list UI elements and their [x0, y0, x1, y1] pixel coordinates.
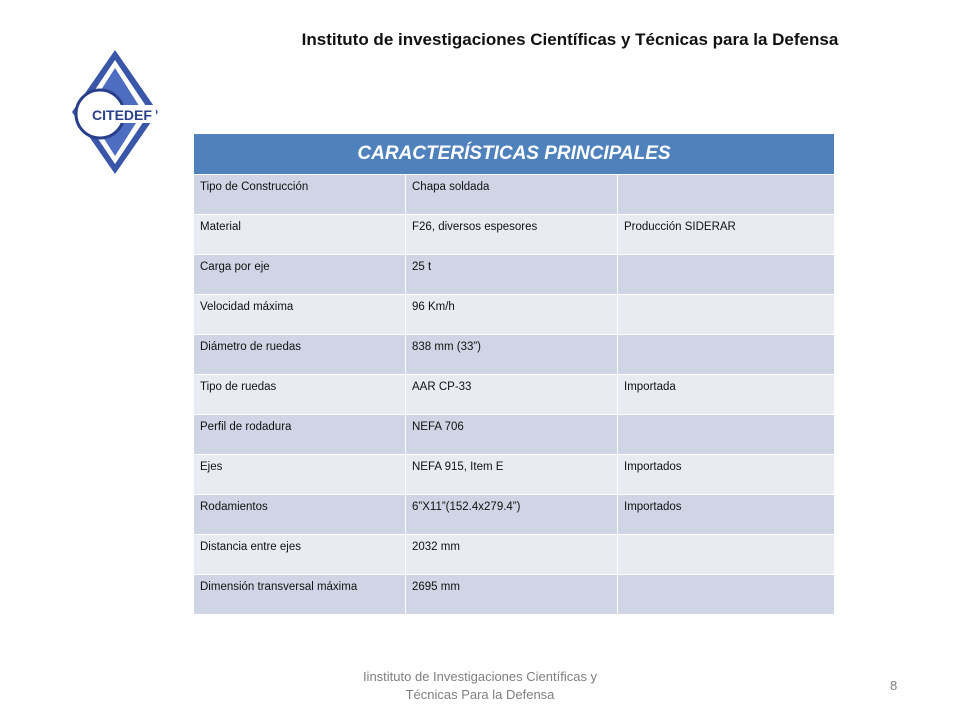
table-row	[194, 294, 834, 334]
table-cell: Chapa soldada	[406, 175, 618, 214]
table-cell	[618, 295, 834, 334]
table-cell: 25 t	[406, 255, 618, 294]
page-title: Instituto de investigaciones Científicas y Técnicas para la Defensa	[301, 30, 839, 49]
table-row	[194, 254, 834, 294]
citedef-logo	[70, 48, 160, 176]
footer-line-2: Técnicas Para la Defensa	[405, 687, 555, 702]
page-number: 8	[890, 678, 898, 693]
footer-text	[330, 668, 630, 704]
table-cell: Importados	[624, 461, 682, 473]
table-cell: 838 mm (33”)	[406, 335, 618, 374]
table-cell	[618, 575, 834, 614]
table-row	[194, 574, 834, 614]
table-cell: 96 Km/h	[406, 295, 618, 334]
table-cell: Importados	[624, 501, 682, 513]
table-cell: Diámetro de ruedas	[194, 335, 406, 374]
table-cell: Producción SIDERAR	[624, 221, 736, 233]
table-cell: 2032 mm	[406, 535, 618, 574]
table-cell: Material	[194, 215, 406, 254]
table-cell: 6”X11”(152.4x279.4”)	[406, 495, 618, 534]
table-row	[194, 334, 834, 374]
table-row	[194, 454, 834, 494]
table-title: CARACTERÍSTICAS PRINCIPALES	[194, 134, 834, 174]
table-row	[194, 494, 834, 534]
table-cell: Rodamientos	[194, 495, 406, 534]
logo-text: CITEDEF	[92, 107, 152, 123]
table-cell: NEFA 915, Item E	[406, 455, 618, 494]
table-cell	[618, 175, 834, 214]
table-cell	[618, 415, 834, 454]
table-cell	[618, 535, 834, 574]
characteristics-table	[194, 134, 834, 614]
table-cell: Tipo de Construcción	[194, 175, 406, 214]
table-row	[194, 414, 834, 454]
table-cell: Ejes	[194, 455, 406, 494]
table-cell: AAR CP-33	[406, 375, 618, 414]
table-cell: Tipo de ruedas	[194, 375, 406, 414]
table-cell	[618, 255, 834, 294]
table-cell: Velocidad máxima	[194, 295, 406, 334]
table-cell: Dimensión transversal máxima	[194, 575, 406, 614]
table-cell: Perfil de rodadura	[194, 415, 406, 454]
table-row	[194, 374, 834, 414]
table-cell: Carga por eje	[194, 255, 406, 294]
table-cell: Importada	[624, 381, 676, 393]
footer-line-1: Iinstituto de Investigaciones Científicas y	[362, 669, 598, 684]
table-cell: 2695 mm	[406, 575, 618, 614]
table-cell: F26, diversos espesores	[406, 215, 618, 254]
table-row	[194, 174, 834, 214]
table-row	[194, 534, 834, 574]
table-row	[194, 214, 834, 254]
table-cell: Distancia entre ejes	[194, 535, 406, 574]
table-cell	[618, 335, 834, 374]
table-cell: NEFA 706	[406, 415, 618, 454]
